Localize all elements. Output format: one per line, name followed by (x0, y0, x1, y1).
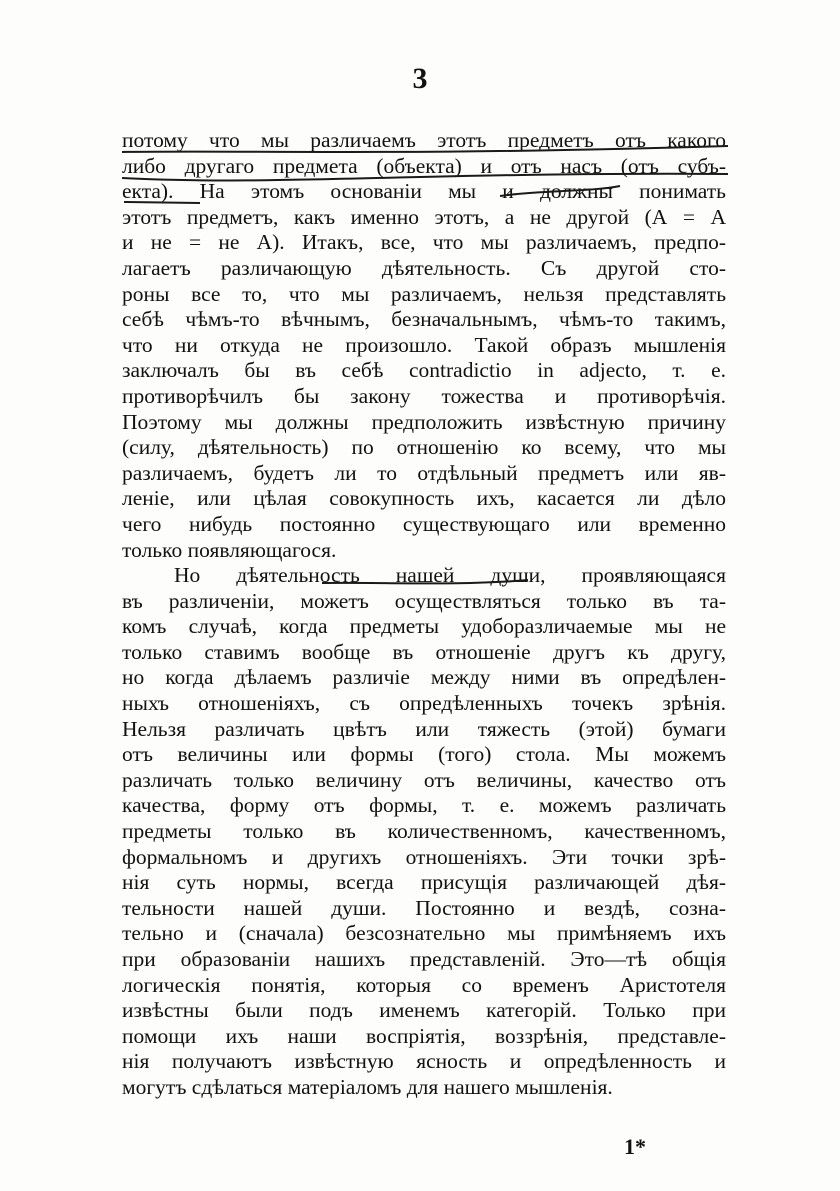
text-line: качества, форму отъ формы, т. е. можемъ различать (122, 793, 726, 818)
text-line: тельно и (сначала) безсознательно мы примѣняемъ ихъ (122, 921, 726, 946)
text-line: предметы только въ количественномъ, качественномъ, (122, 819, 726, 844)
text-line: только появляющагося. (122, 537, 337, 562)
paragraph-1 (122, 128, 726, 563)
text-line: при образованіи нашихъ представленій. Это—тѣ общія (122, 947, 726, 971)
text-line: только ставимъ вообще въ отношеніе другъ къ другу, (122, 639, 726, 664)
text-line: леніе, или цѣлая совокупность ихъ, касается ли дѣло (122, 486, 726, 511)
text-line: нія суть нормы, всегда присущія различающей дѣя- (122, 870, 726, 895)
page-number: 3 (412, 62, 428, 95)
text-line: Но дѣятельность нашей души, проявляющаяся (174, 563, 726, 588)
text-line: Поэтому мы должны предположить извѣстную причину (122, 409, 726, 434)
signature-mark: 1* (624, 1134, 646, 1159)
text-line: этотъ предметъ, какъ именно этотъ, а не другой (А = А (122, 204, 726, 229)
text-line: комъ случаѣ, когда предметы удоборазличаемые мы не (122, 614, 726, 639)
text-line: лагаетъ различающую дѣятельность. Съ другой сто- (122, 255, 726, 280)
text-line: различаемъ, будетъ ли то отдѣльный предметъ или яв- (122, 460, 726, 485)
text-line: могутъ сдѣлаться матеріаломъ для нашего мышленія. (122, 1074, 613, 1099)
text-line: либо другаго предмета (объекта) и отъ насъ (отъ субъ- (122, 153, 726, 178)
text-line: ныхъ отношеніяхъ, съ опредѣленныхъ точекъ зрѣнія. (122, 691, 726, 716)
body-text (122, 128, 726, 1101)
text-line: логическія понятія, которыя со временъ Аристотеля (122, 972, 726, 997)
text-line: чего нибудь постоянно существующаго или временно (122, 511, 726, 536)
text-line: заключалъ бы въ себѣ contradictio in adjecto, т. е. (122, 358, 726, 383)
text-line: но когда дѣлаемъ различіе между ними въ опредѣлен- (122, 665, 726, 690)
text-line: противорѣчилъ бы закону тожества и противорѣчія. (122, 383, 726, 408)
text-line: себѣ чѣмъ-то вѣчнымъ, безначальнымъ, чѣмъ-то такимъ, (122, 307, 726, 332)
text-line: помощи ихъ наши воспріятія, воззрѣнія, представле- (122, 1023, 726, 1048)
text-line: екта). На этомъ основаніи мы и должны понимать (122, 179, 726, 204)
text-line: роны все то, что мы различаемъ, нельзя представлять (122, 281, 726, 306)
text-line: тельности нашей души. Постоянно и вездѣ, созна- (122, 895, 726, 920)
text-line: нія получаютъ извѣстную ясность и опредѣленность и (122, 1049, 726, 1074)
text-line: Нельзя различать цвѣтъ или тяжесть (этой) бумаги (122, 716, 726, 741)
text-line: и не = не А). Итакъ, все, что мы различаемъ, предпо- (122, 230, 726, 255)
text-line: формальномъ и другихъ отношеніяхъ. Эти точки зрѣ- (122, 844, 726, 869)
paragraph-2 (122, 563, 726, 1100)
text-line: извѣстны были подъ именемъ категорій. Только при (122, 998, 726, 1023)
text-line: потому что мы различаемъ этотъ предметъ отъ какого (122, 128, 726, 152)
text-line: въ различеніи, можетъ осуществляться только въ та- (122, 588, 726, 613)
text-line: различать только величину отъ величины, качество отъ (122, 767, 726, 792)
text-line: отъ величины или формы (того) стола. Мы можемъ (122, 742, 726, 767)
text-line: что ни откуда не произошло. Такой образъ мышленія (122, 332, 726, 357)
text-line: (силу, дѣятельность) по отношенію ко всему, что мы (122, 435, 726, 460)
